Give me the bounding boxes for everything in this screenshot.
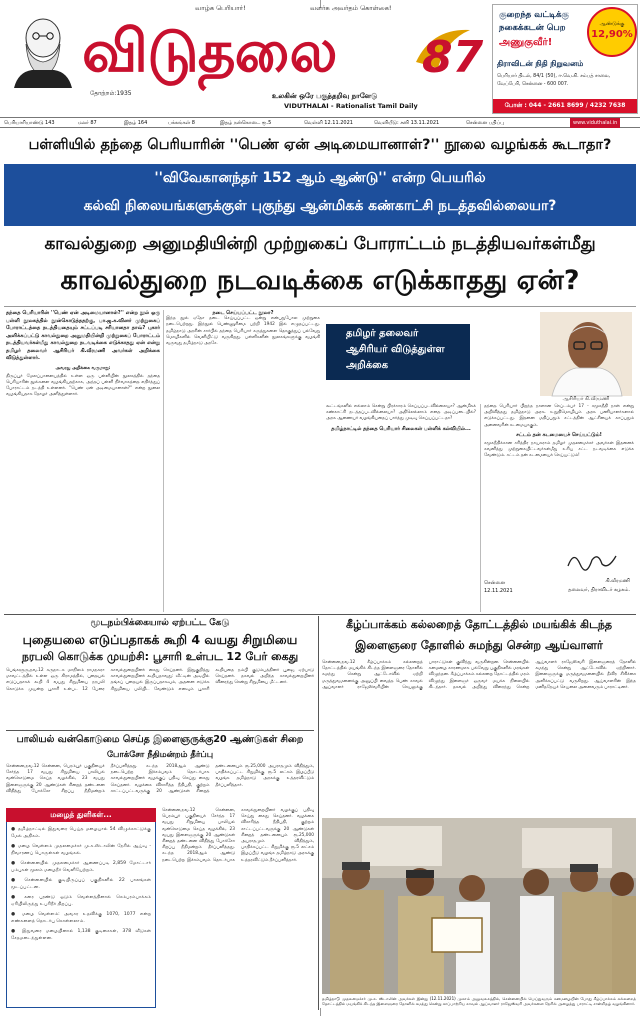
statement-col1 xyxy=(6,310,160,612)
banner-line-a: ''விவேகானந்தர் 152 ஆம் ஆண்டு'' என்ற பெயரில் xyxy=(154,170,486,186)
narabali-headline-a: புதையலை எடுப்பதாகக் கூறி 4 வயது சிறுமியை xyxy=(22,632,298,647)
vivekananda-banner xyxy=(4,164,636,226)
label-line-c: அறிக்கை xyxy=(346,360,388,371)
ad-line1: குறைந்த வட்டிக்கு xyxy=(499,10,569,20)
photo-caption: தமிழ்நாடு முதலமைச்சர் மு.க. ஸ்டாலின் அவர்கள் இன்று (12.11.2021) முகாம் அலுவலகத்தில், சென்னையில் பெய்துவரும் கனமழையின் போது கீழ்ப்பாக்கம் கல்லறைத் தோட்டத்தில் மயங்கிக் கிடந்த இளைஞரை தோளில் சுமந்து சென்று காப்பாற்றிய காவல் ஆய்வாளர் ராஜேஸ்வரி அவர்களை நேரில் அழைத்து பாராட்டி சான்றிதழ் வழங்கினார். xyxy=(322,996,636,1007)
rain-item-text: இதுவரை மழையினால் 1,138 குடிசைகள், 378 வீடுகள் சேதமடைந்துள்ளன. xyxy=(11,929,152,941)
signature-name: கி.வீரமணி xyxy=(605,578,630,584)
rain-item: ● மழை வெள்ளம் முதலமைச்சர் மு.க.ஸ்டாலின் நேரில் ஆய்வு - நிவாரணப் பொருள்கள் வழங்கல். xyxy=(11,844,151,856)
ad-line2: நகைக்கடன் பெற xyxy=(499,23,566,33)
col2-body: இந்த நூல் ஏதோ தடை செய்யப்பட்ட ஒன்று என்பதுபோல முற்றுகை நடைபெற்றது. இந்நூல் பெண்ணுரிமை பற்றி 1942 இல் எழுதப்பட்டது. தமிழ்நாடு அரசின் சார்பில் தந்தை பெரியார் கருத்துகளை தொகுத்துப் பல்வேறு மொழிகளில் வெளியிட்டு வருகிறது. பள்ளிகளின் நூலகங்களுக்கு வழங்கி வருவது தமிழ்நாடு அரசே. xyxy=(166,316,320,347)
pocso-body-continued xyxy=(162,808,314,1006)
volume: மலர் 87 xyxy=(78,120,97,126)
col4-body-b: சமூகநீதிக்கான சரித்திர நாயகராம் தமிழர் முதலமைச்சர் அவர்கள் இதனைக் கவனித்து முற்றுகையிட்டவர்கள்மீது உரிய சட்ட நடவடிக்கை எடுக்க வேண்டும். சட்டம் தன் கடமையைச் செய்யட்டும்! xyxy=(484,441,634,459)
rain-item-text: சென்னையில் முதலமைச்சர் ஆணைப்படி 2,859 மோட்டார் பம்புகள் மூலம் மழைநீர் வெளியேற்றம். xyxy=(11,861,151,873)
periyar-era: பெரியாரியாண்டு 143 xyxy=(4,120,55,126)
ad-phone: போன் : 044 - 2661 8699 / 4232 7638 xyxy=(493,99,637,113)
rain-box-title: மழைத் துளிகள்... xyxy=(6,808,156,822)
column-rule xyxy=(480,404,481,612)
sign-date: 12.11.2021 xyxy=(484,588,513,594)
statement-label-box xyxy=(326,314,526,388)
rain-item-text: கரை புரண்டு ஓடும் வெள்ளத்தினால் செம்பரம்பாக்கம் ஏரியிலிருந்து உபரிநீர் திறப்பு. xyxy=(11,895,151,907)
rain-item-text: சென்னையில் குடியிருப்புப் பகுதிகளில் 22 பாலங்கள் மூடப்பட்டன. xyxy=(11,878,151,890)
release-date: வெளியீடு: சனி 13.11.2021 xyxy=(374,120,440,126)
rain-item-text: மழை வெள்ளம் முதலமைச்சர் மு.க.ஸ்டாலின் நேரில் ஆய்வு - நிவாரணப் பொருள்கள் வழங்கல். xyxy=(11,844,151,856)
rate-badge xyxy=(587,7,637,57)
inspector-headline-a: கீழ்ப்பாக்கம் கல்லறைத் தோட்டத்தில் மயங்கிக் கிடந்த xyxy=(345,618,613,631)
masthead-title: விடுதலை xyxy=(82,17,337,85)
anniversary-badge xyxy=(412,22,484,88)
slogan: உலகின் ஒரே பகுத்தறிவு நாளேடு xyxy=(272,92,378,100)
pocso-subhead: போக்சோ நீதிமன்றம் தீர்ப்பு xyxy=(106,750,214,760)
headline-1: பள்ளியில் தந்தை பெரியாரின் ''பெண் ஏன் அடிமையானாள்?'' நூலை வழங்கக் கூடாதா? xyxy=(28,137,612,153)
rain-news-box xyxy=(6,808,156,1008)
rain-item: ● கரை புரண்டு ஓடும் வெள்ளத்தினால் செம்பரம்பாக்கம் ஏரியிலிருந்து உபரிநீர் திறப்பு. xyxy=(11,895,151,907)
rain-item: ● சென்னையில் முதலமைச்சர் ஆணைப்படி 2,859 மோட்டார் பம்புகள் மூலம் மழைநீர் வெளியேற்றம். xyxy=(11,861,151,873)
rain-item-text: மழை வெள்ளம்: அவசர உதவிக்கு 1070, 1077 என்ற எண்களைத் தொடர்பு கொள்ளலாம். xyxy=(11,912,151,924)
statement-col1-body: திருப்பூர் மேலப்பாளையத்தில் உள்ள ஒரு பள்ளியின் நூலகத்தில் தந்தை பெரியாரின் நூல்களை வழங்கியதற்காக, அந்தப் பள்ளி நிர்வாகத்தை எதிர்த்துப் போராட்டம் நடத்தி உள்ளனர். ''பெண் ஏன் அடிமையானாள்?'' என்ற நூலை வழங்கியதாக தோழர் அளித்துள்ளார். xyxy=(6,373,160,398)
col2-subhead: நடை செய்யப்பட்ட நூலா? xyxy=(212,310,274,316)
english-name: VIDUTHALAI - Rationalist Tamil Daily xyxy=(284,102,418,110)
sign-role: தலைவர், திராவிடர் கழகம். xyxy=(568,587,630,593)
col4-body: தந்தை பெரியார் பிறந்த நாளான செப்டம்பர் 17 - சமூகநீதி நாள் என்று அறிவித்தது தமிழ்நாடு அரசு. உறுதிமொழியும் அரசு பணியாளர்களால் எடுக்கப்பட்டது. இதனை மதிப்பதும் சட்டத்தின் ஆட்சியைக் காப்பதும் அனைவரின் கடமையாகும். xyxy=(484,404,634,428)
cm-inspector-photo xyxy=(322,818,636,994)
date: வெள்ளி 12.11.2021 xyxy=(304,120,353,126)
rate-value: 12,90% xyxy=(591,29,633,40)
top-motto: வளர்க அவர்தம் கொள்கை! xyxy=(310,4,392,12)
inspector-body: சென்னை,நவ.12 கீழ்ப்பாக்கம் கல்லறைத் தோட்டத்தில் மயங்கிக் கிடந்த இளைஞரை தோளில் சுமந்து சென்று ஆட்டோவில் ஏற்றி மருத்துவமனைக்கு அனுப்பி வைத்த பெண் காவல் ஆய்வாளர் ராஜேஸ்வரியின் செயலுக்கு பாராட்டுகள் குவிந்து வருகின்றன. சென்னையில் கனமழை காரணமாக பல்வேறு பகுதிகளில் மரங்கள் விழுந்தன. கீழ்ப்பாக்கம் கல்லறை தோட்டத்தில் மரம் விழுந்து இளைஞர் ஒருவர் மயக்க நிலையில் கிடந்தார். தகவல் அறிந்து விரைந்து சென்ற ஆய்வாளர் ராஜேஸ்வரி இளைஞரைத் தோளில் சுமந்து சென்று ஆட்டோவில் ஏற்றினார். இளைஞருக்கு மருத்துவமனையில் தீவிர சிகிச்சை அளிக்கப்பட்டு வருகிறது. ஆய்வாளரின் இந்த மனிதநேயச் செயலை அனைவரும் பாராட்டினர். xyxy=(322,660,636,690)
narabali-headline-b: நரபலி கொடுக்க முயற்சி: பூசாரி உள்பட 12 பேர் கைது xyxy=(21,650,299,663)
section-rule xyxy=(318,616,319,1010)
divider xyxy=(4,614,636,615)
ad-address1: பெரியார் திடல், 84/1 (50), ஈ.வெ.கி. சம்பத் சாலை, xyxy=(497,74,611,79)
rain-item: ● மழை வெள்ளம்: அவசர உதவிக்கு 1070, 1077 என்ற எண்களைத் தொடர்பு கொள்ளலாம். xyxy=(11,912,151,924)
edition: சென்னை பதிப்பு xyxy=(466,120,504,126)
pocso-headline: பாலியல் வன்கொடுமை செய்த இளைஞருக்கு20 ஆண்டுகள் சிறை xyxy=(16,734,304,745)
pocso-body-copy: சென்னை,நவ.12 சென்னை, பெரம்பூர் பகுதியைச் சேர்ந்த 17 வயது சிறுமியை பாலியல் வன்கொடுமை செய்த வழக்கில், 23 வயது இளைஞருக்கு 20 ஆண்டுகள் சிறைத் தண்டனை விதித்து போக்சோ சிறப்பு நீதிமன்றம் தீர்ப்பளித்தது. கடந்த 2018ஆம் ஆண்டு நடைபெற்ற இச்சம்பவம் தொடர்பாக காவல்துறையினர் வழக்குப் பதிவு செய்து கைது செய்தனர். வழக்கை விசாரித்த நீதிபதி, குற்றம் சாட்டப்பட்டவருக்கு 20 ஆண்டுகள் சிறைத் தண்டனையும் ரூ.25,000 அபராதமும் விதித்தும், பாதிக்கப்பட்ட சிறுமிக்கு ரூ.5 லட்சம் இழப்பீடு வழங்க தமிழ்நாடு அரசுக்கு உத்தரவிட்டும் தீர்ப்பளித்தார். xyxy=(162,808,314,863)
anniversary-number: 87 xyxy=(422,32,484,83)
founder-motto: வாழ்க பெரியார்! xyxy=(195,4,246,12)
col3-subhead: தமிழ்நாட்டில் தந்தை பெரியார் சிலைகள் பள்ளிக் கல்வியில்... xyxy=(331,425,471,432)
rain-item: ● இதுவரை மழையினால் 1,138 குடிசைகள், 378 வீடுகள் சேதமடைந்துள்ளன. xyxy=(11,929,152,941)
rain-box-list xyxy=(11,827,151,1005)
issue: இதழ் 164 xyxy=(124,120,148,126)
ad-address2: வேப்பேரி, சென்னை - 600 007. xyxy=(497,82,569,87)
ad-firm: திராவிடன் நிதி நிறுவனம் xyxy=(497,59,584,68)
pages: பக்கங்கள் 8 xyxy=(168,120,195,126)
divider xyxy=(4,306,636,307)
inspector-headline-b: இளைஞரை தோளில் சுமந்து சென்ற ஆய்வாளர் xyxy=(355,638,603,652)
sign-place: சென்னை xyxy=(484,580,506,586)
leader-caption: ஆசிரியர் கி.வீரமணி xyxy=(562,396,610,402)
rain-item-text: தமிழ்நாட்டில் இதுவரை பெய்த மழையால் 54 விழுக்காட்டுக்கு மேல் அதிகம். xyxy=(11,827,151,839)
ad-line3: அணுகுவீர்! xyxy=(499,37,553,48)
signature-icon xyxy=(564,548,620,574)
narabali-body: பெங்களூரு,நவ.12 கருநாடக மாநிலம் ராமநகரா மாவட்டத்தில் உள்ள ஒரு கிராமத்தில், புதையல் எடுப்பதாகக் கூறி 4 வயது சிறுமியை நரபலி கொடுக்க முயன்ற பூசாரி உள்பட 12 பேரை காவல்துறையினர் கைது செய்தனர். இதுகுறித்து காவல்துறையினர் கூறியதாவது: வீட்டின் அடியில் தங்கப் புதையல் இருப்பதாகவும், அதனை எடுக்க சிறுமியை பலியிட வேண்டும் எனவும் பூசாரி கூறியதை நம்பி குடும்பத்தினர் பூஜை ஏற்பாடு செய்தனர். தகவல் அறிந்த காவல்துறையினர் விரைந்து சென்று சிறுமியை மீட்டனர். xyxy=(6,668,314,692)
label-line-a: தமிழர் தலைவர் xyxy=(346,328,419,339)
statement-col3 xyxy=(326,404,476,612)
label-line-b: ஆசிரியர் விடுத்துள்ள xyxy=(346,344,445,355)
rain-item: ● சென்னையில் குடியிருப்புப் பகுதிகளில் 22 பாலங்கள் மூடப்பட்டன. xyxy=(11,878,151,890)
banner-line-b: கல்வி நிலையங்களுக்குள் புகுந்து ஆன்மிகக் கண்காட்சி நடத்தவில்லையா? xyxy=(83,198,557,214)
periyar-portrait-icon xyxy=(8,10,78,88)
headline-3b: காவல்துறை நடவடிக்கை எடுக்காதது ஏன்? xyxy=(60,265,580,296)
narabali-kicker: மூடநம்பிக்கையால் ஏற்பட்ட கேடு xyxy=(90,618,230,628)
statement-lead: தந்தை பெரியாரின் ''பெண் ஏன் அடிமையானாள்?'' என்ற நூல் ஒரு பள்ளி நூலகத்தில் நூன்கொடுத்ததற்கு, பா.ஜ.க.வினர் முற்றுகைப் போராட்டத்தை நடத்தியதையும் சட்டப்படி சரியானதா தாவ்? புகார் அளிக்கப்பட்டு காவல்துறை அனுமதியின்றி முற்றுகைப் போராட்டம் நடத்தியவர்கள்மீது காவல்துறை நடவடிக்கை எடுக்காதது ஏன் என்று தமிழர் தலைவர் ஆசிரியர் கி.வீரமணி அவர்கள் அறிக்கை விடுத்துள்ளார். xyxy=(6,310,160,361)
col3-body: கூட்டங்களில் எல்லாம் சென்று பிரச்சாரம் செய்யப்படவில்லையா? ஆன்மிகக் கண்காட்சி நடத்தப்படவில்லையா? அதிலெல்லாம் எதை அடிப்படையில்? அரசு ஆணையர் வழங்கியதைப் பார்த்து முடிவு செய்யப்பட்டதா? xyxy=(326,404,476,422)
founded-label: தோற்றம்:1935 xyxy=(90,90,132,97)
gold-loan-ad[interactable] xyxy=(492,4,638,114)
website-link[interactable]: www.viduthalai.in xyxy=(570,118,620,128)
col4-subhead: சட்டம் தன் கடமையைச் செய்யட்டும்! xyxy=(516,431,602,438)
column-rule xyxy=(163,310,164,612)
rain-item: ● தமிழ்நாட்டில் இதுவரை பெய்த மழையால் 54 விழுக்காட்டுக்கு மேல் அதிகம். xyxy=(11,827,151,839)
pocso-body: சென்னை,நவ.12 சென்னை, பெரம்பூர் பகுதியைச் சேர்ந்த 17 வயது சிறுமியை பாலியல் வன்கொடுமை செய்த வழக்கில், 23 வயது இளைஞருக்கு 20 ஆண்டுகள் சிறைத் தண்டனை விதித்து போக்சோ சிறப்பு நீதிமன்றம் தீர்ப்பளித்தது. கடந்த 2018ஆம் ஆண்டு நடைபெற்ற இச்சம்பவம் தொடர்பாக காவல்துறையினர் வழக்குப் பதிவு செய்து கைது செய்தனர். வழக்கை விசாரித்த நீதிபதி, குற்றம் சாட்டப்பட்டவருக்கு 20 ஆண்டுகள் சிறைத் தண்டனையும் ரூ.25,000 அபராதமும் விதித்தும், பாதிக்கப்பட்ட சிறுமிக்கு ரூ.5 லட்சம் இழப்பீடு வழங்க தமிழ்நாடு அரசுக்கு உத்தரவிட்டும் தீர்ப்பளித்தார். xyxy=(6,764,314,794)
leader-portrait-icon xyxy=(540,312,632,396)
headline-3a: காவல்துறை அனுமதியின்றி முற்றுகைப் போராட்டம் நடத்தியவர்கள்மீது xyxy=(44,234,596,254)
statement-sub: அவரது அறிக்கை வருமாறு: xyxy=(55,365,111,371)
crop-mark xyxy=(320,1008,321,1016)
price: இதழ் நன்கொடை ரூ.5 xyxy=(220,120,272,126)
dateline-bar xyxy=(0,117,640,128)
divider xyxy=(6,730,314,731)
rate-label: ஆண்டுக்கு xyxy=(599,21,625,27)
statement-col2 xyxy=(166,310,320,612)
